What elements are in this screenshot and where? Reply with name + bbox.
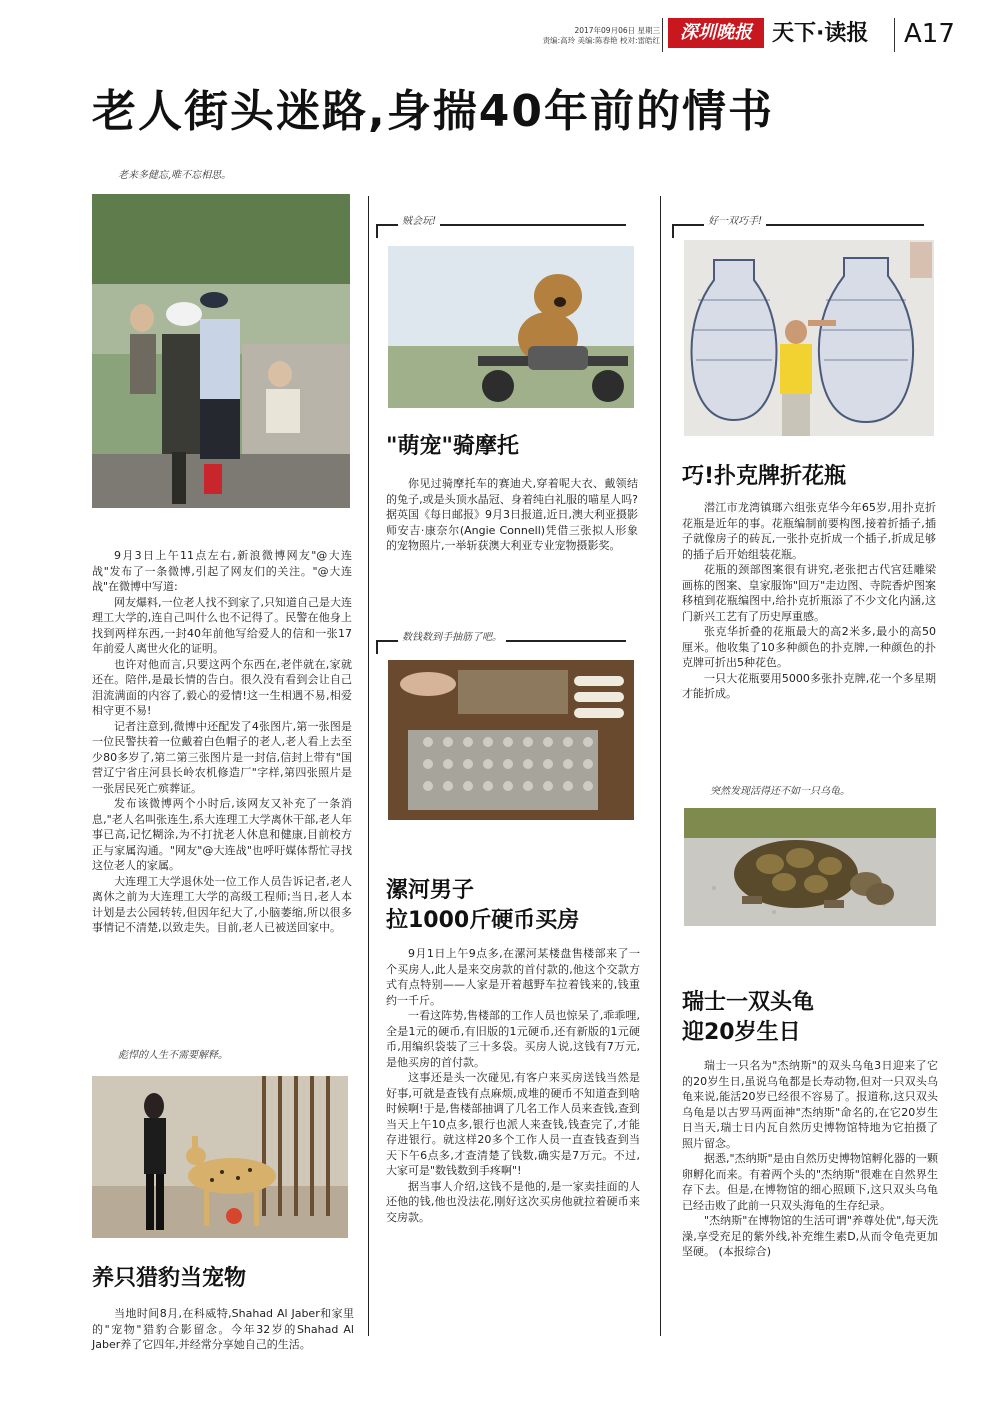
- elder-paragraph: 记者注意到,微博中还配发了4张图片,第一张图是一位民警扶着一位戴着白色帽子的老人,老人看上去至少80多岁了,第二第三张图片是一封信,信封上带有"国营辽宁省庄河县长岭农机修造厂"字样,第四张照片是一张居民死亡殡葬证。: [92, 719, 352, 795]
- elder-paragraph: 发布该微博两个小时后,该网友又补充了一条消息,"老人名叫张连生,系大连理工大学离休干部,老人年事已高,记忆糊涂,为不打扰老人休息和健康,目前校方正与家属沟通。"网友"@大连战"也呼吁媒体帮忙寻找这位老人的家属。: [92, 797, 352, 872]
- turtle-title: [682, 988, 814, 1048]
- turtle-paragraph: "杰纳斯"在博物馆的生活可谓"养尊处优",每天洗澡,享受充足的紫外线,补充维生素D,从而令龟壳更加坚硬。 (本报综合): [682, 1214, 938, 1258]
- elder-caption: 老来多健忘,唯不忘相思。: [118, 170, 232, 181]
- elder-photo: [92, 194, 350, 508]
- elder-paragraph: 也许对他而言,只要这两个东西在,老伴就在,家就还在。陪伴,是最长情的告白。很久没有看到会让自己泪流满面的内容了,毅心的爱情!这一生相遇不易,相爱相守更不易!: [92, 657, 352, 717]
- coins-title-line: 拉1000斤硬币买房: [386, 908, 580, 933]
- section-title: 天下·读报: [772, 21, 869, 46]
- coins-title: [386, 876, 579, 936]
- elder-paragraph: 网友爆料,一位老人找不到家了,只知道自己是大连理工大学的,连自己叫什么也不记得了。民警在他身上找到两样东西,一封40年前他写给爱人的信和一张17年前爱人离世火化的证明。: [92, 595, 352, 655]
- turtle-title-line: 迎20岁生日: [682, 1020, 801, 1045]
- dog-body: [386, 476, 638, 554]
- turtle-title-line: 瑞士一双头龟: [682, 990, 815, 1015]
- vase-caption: 好一双巧手!: [704, 212, 766, 227]
- turtle-paragraph: 据悉,"杰纳斯"是由自然历史博物馆孵化器的一颗卵孵化而来。有着两个头的"杰纳斯"很难在自然界生存下去。但是,在博物馆的细心照顾下,这只双头乌龟已经击败了此前一只双头海龟的生存纪录。: [682, 1152, 938, 1212]
- vase-paragraph: 一只大花瓶要用5000多张扑克牌,花一个多星期才能折成。: [682, 671, 936, 700]
- vase-body: [682, 500, 936, 702]
- page-headline: 老人街头迷路,身揣40年前的情书: [92, 86, 774, 137]
- coins-paragraph: 这事还是头一次碰见,有客户来买房送钱当然是好事,可就是查钱有点麻烦,成堆的硬币不知道查到啥时候啊!于是,售楼部抽调了几名工作人员来查钱,查到当天上午10点多,银行也派人来查钱,钱查完了,才能存进银行。就这样20多个工作人员一直查钱查到当天下午6点多,才查清楚了钱数,确实是7万元。不过,大家可是"数钱数到手疼啊"!: [386, 1071, 640, 1177]
- cheetah-photo: [92, 1076, 348, 1238]
- dog-caption: 贼会玩!: [398, 212, 440, 227]
- cheetah-title: 养只猎豹当宠物: [92, 1266, 247, 1291]
- vase-photo: [684, 240, 934, 436]
- vase-title: 巧!扑克牌折花瓶: [682, 464, 847, 489]
- coins-paragraph: 9月1日上午9点多,在漯河某楼盘售楼部来了一个买房人,此人是来交房款的首付款的,他这个交款方式有点特别——人家是开着越野车拉着钱来的,钱重约一千斤。: [386, 947, 640, 1007]
- coins-paragraph: 据当事人介绍,这钱不是他的,是一家卖挂面的人还他的钱,他也没法花,刚好这次买房他就拉着硬币来交房款。: [386, 1179, 640, 1224]
- masthead-meta: [540, 26, 660, 46]
- issue-date: 2017年09月06日 星期三: [574, 26, 660, 35]
- dog-title: "萌宠"骑摩托: [386, 434, 519, 459]
- elder-body: [92, 548, 352, 936]
- dog-photo: [388, 246, 634, 408]
- column-divider: [660, 196, 661, 1336]
- page-number: A17: [904, 19, 955, 49]
- elder-paragraph: 大连理工大学退休处一位工作人员告诉记者,老人离休之前为大连理工大学的高级工程师;当日,老人本计划是去公园转转,但因年纪大了,小脑萎缩,所以很多事情记不清楚,以致走失。目前,老人已被送回家中。: [92, 874, 352, 934]
- vase-paragraph: 花瓶的颈部图案很有讲究,老张把古代宫廷雕梁画栋的图案、皇家服饰"回万"走边图、寺院香炉图案移植到花瓶编图中,给扑克折瓶添了不少文化内涵,这门新兴工艺有了历史厚重感。: [682, 563, 936, 623]
- coins-photo: [388, 660, 634, 820]
- section-divider: [894, 18, 895, 52]
- turtle-paragraph: 瑞士一只名为"杰纳斯"的双头乌龟3日迎来了它的20岁生日,虽说乌龟都是长寿动物,但对一只双头乌龟来说,能活20岁已经很不容易了。报道称,这只双头乌龟是以古罗马两面神"杰纳斯"命名的,在它20岁生日当天,瑞士日内瓦自然历史博物馆特地为它拍摄了照片留念。: [682, 1059, 938, 1150]
- elder-paragraph: 9月3日上午11点左右,新浪微博网友"@大连战"发布了一条微博,引起了网友们的关注。"@大连战"在微博中写道:: [92, 549, 352, 593]
- coins-body: [386, 946, 640, 1225]
- masthead-divider: [662, 18, 663, 52]
- dog-paragraph: 你见过骑摩托车的赛迪犬,穿着呢大衣、戴领结的兔子,或是头顶水晶冠、身着纯白礼服的喵星人吗?据英国《每日邮报》9月3日报道,近日,澳大利亚摄影师安吉·康奈尔(Angie Connell)凭借三张拟人形象的宠物照片,一举斩获澳大利亚专业宠物摄影奖。: [386, 477, 638, 552]
- turtle-caption: 突然发现活得还不如一只乌龟。: [710, 786, 850, 797]
- coins-paragraph: 一看这阵势,售楼部的工作人员也惊呆了,乖乖哩,全是1元的硬币,有旧版的1元硬币,还有新版的1元硬币,用编织袋装了三十多袋。买房人说,这钱有7万元,是他买房的首付款。: [386, 1009, 640, 1069]
- cheetah-paragraph: 当地时间8月,在科威特,Shahad Al Jaber和家里的"宠物"猎豹合影留念。今年32岁的Shahad Al Jaber养了它四年,并经常分享她自己的生活。: [92, 1307, 354, 1351]
- cheetah-caption: 彪悍的人生不需要解释。: [118, 1050, 228, 1061]
- coins-title-line: 漯河男子: [386, 878, 475, 903]
- coins-caption: 数钱数到手抽筋了吧。: [398, 628, 506, 643]
- turtle-photo: [684, 808, 936, 926]
- paper-logo: 深圳晚报: [668, 18, 764, 48]
- turtle-body: [682, 1058, 938, 1260]
- vase-paragraph: 潜江市龙湾镇瑯六组张克华今年65岁,用扑克折花瓶是近年的事。花瓶编制前要构图,接着折插子,插子就像房子的砖瓦,一张扑克折成一个插子,折成足够的插子后开始组装花瓶。: [682, 501, 936, 561]
- column-divider: [368, 196, 369, 1336]
- cheetah-body: [92, 1306, 354, 1353]
- vase-paragraph: 张克华折叠的花瓶最大的高2米多,最小的高50厘米。他收集了10多种颜色的扑克牌,一种颜色的扑克牌可折出5种花色。: [682, 625, 936, 669]
- editor-credits: 责编:高玲 美编:陈春艳 校对:雷皓红: [542, 36, 660, 45]
